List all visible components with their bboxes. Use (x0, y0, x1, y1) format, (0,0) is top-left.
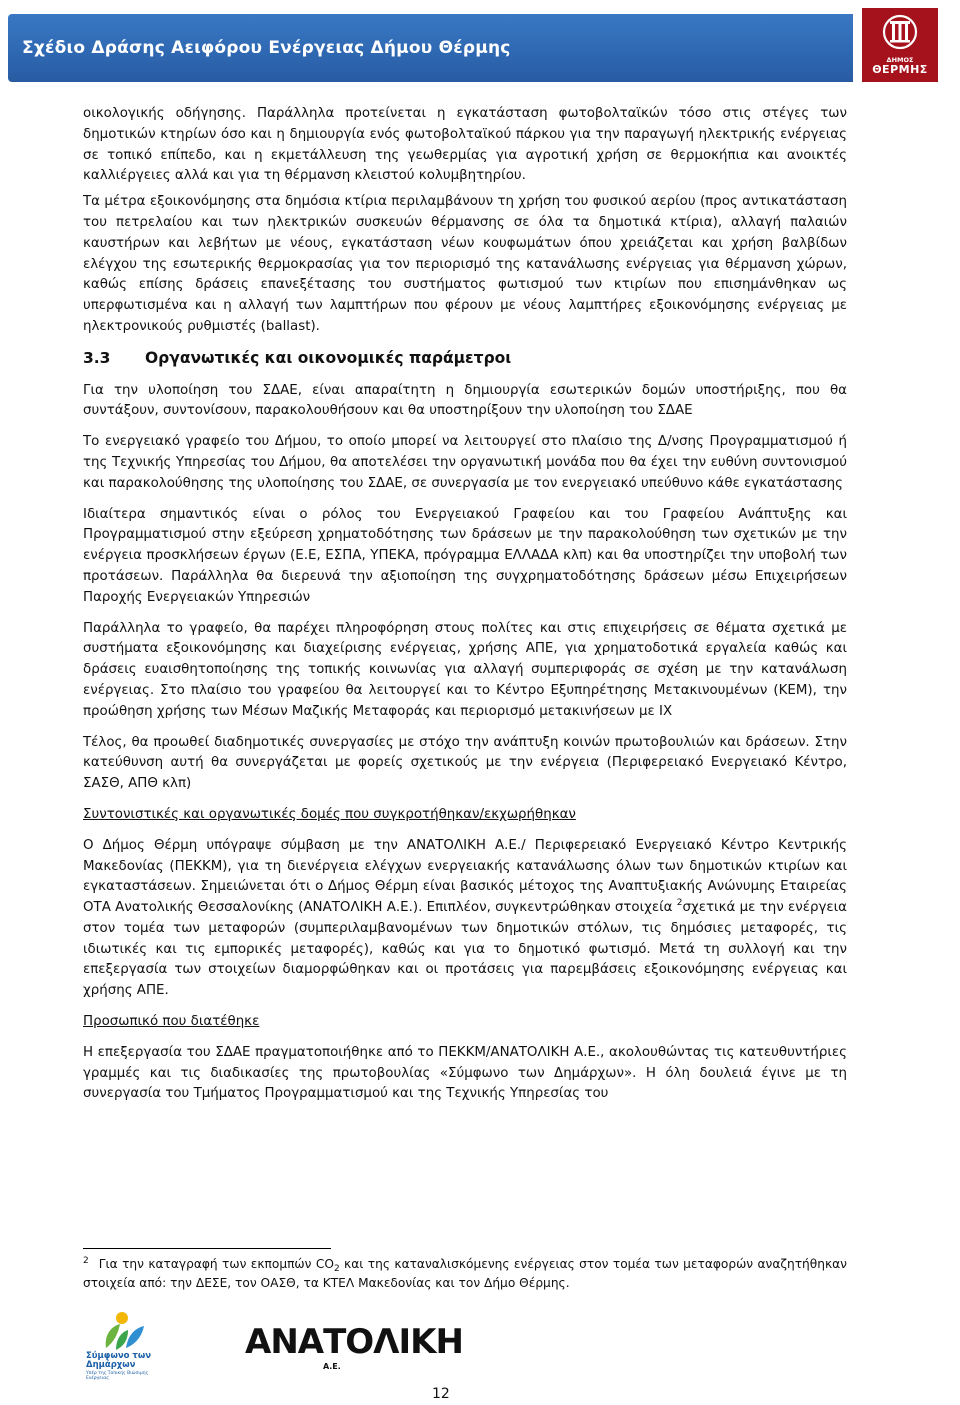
footnote-subscript: 2 (333, 1264, 340, 1274)
paragraph: Για την υλοποίηση του ΣΔΑΕ, είναι απαραίτητη η δημιουργία εσωτερικών δομών υποστήριξης, που θα συντάξουν, συντονίσουν, παρακολουθήσουν και θα υποστηρίξουν την υλοποίηση του ΣΔΑΕ (83, 382, 847, 419)
covenant-title: Σύμφωνο των Δημάρχων (86, 1351, 152, 1370)
covenant-subtitle: Υπέρ της Τοπικής Βιώσιμης Ενέργειας (86, 1371, 149, 1381)
paragraph: Το ενεργειακό γραφείο του Δήμου, το οποίο μπορεί να λειτουργεί στο πλαίσιο της Δ/νσης Προγραμματισμού ή της Τεχνικής Υπηρεσίας του Δήμου, θα αποτελέσει την οργανωτική μονάδα που θα έχει την ευθύνη συντονισμού και παρακολούθησης της υλοποίησης του ΣΔΑΕ, σε συνεργασία με τον ενεργειακό υπεύθυνο κάθε εγκατάστασης (83, 434, 847, 491)
anatoliki-ae: Α.Ε. (323, 1362, 341, 1371)
anatoliki-wordmark: ΑΝΑΤΟΛΙΚΗ (245, 1322, 463, 1362)
document-title: Σχέδιο Δράσης Αειφόρου Ενέργειας Δήμου Θέρμης (22, 38, 511, 58)
document-body (83, 104, 847, 1115)
section-title: Οργανωτικές και οικονομικές παράμετροι (145, 348, 512, 367)
paragraph: Ιδιαίτερα σημαντικός είναι ο ρόλος του Ενεργειακού Γραφείου και του Γραφείου Ανάπτυξης και Προγραμματισμού στην εξεύρεση χρηματοδότησης των δράσεων με την παρακολούθηση των σχετικών με την ενέργεια προσκλήσεων έργων (Ε.Ε, ΕΣΠΑ, ΥΠΕΚΑ, πρόγραμμα ΕΛΛΑΔΑ κλπ) και θα υποστηρίζει την υποβολή των προτάσεων. Παράλληλα θα διερευνά την αξιοποίηση της συγχρηματοδότησης δράσεων μέσω Επιχειρήσεων Παροχής Ενεργειακών Υπηρεσιών (83, 506, 847, 605)
footnote-reference[interactable]: 2 (676, 898, 683, 909)
footnote-text: και της καταναλισκόμενης ενέργειας στον τομέα των μεταφορών αναζητήθηκαν στοιχεία από: την ΔΕΣΕ, τον ΟΑΣΘ, τα ΚΤΕΛ Μακεδονίας και τον Δήμο Θέρμης. (83, 1257, 847, 1290)
header-bar (8, 14, 853, 82)
leaf-logo-icon (86, 1308, 158, 1352)
section-number: 3.3 (83, 348, 111, 367)
page-number: 12 (432, 1386, 450, 1402)
paragraph: Τέλος, θα προωθεί διαδημοτικές συνεργασίες με στόχο την ανάπτυξη κοινών πρωτοβουλιών και δράσεων. Στην κατεύθυνση αυτή θα συνεργάζεται με φορείς σχετικούς με την ενέργεια (Περιφερειακό Ενεργειακό Κέντρο, ΣΑΣΘ, ΑΠΘ κλπ) (83, 734, 847, 792)
municipality-logo (862, 8, 938, 82)
paragraph: Τα μέτρα εξοικονόμησης στα δημόσια κτίρια περιλαμβάνουν τη χρήση του φυσικού αερίου (προς αντικατάσταση του πετρελαίου και των ηλεκτρικών συσκευών θέρμανσης σε όλα τα δημοτικά κτίρια), αλλαγή παλαιών καυστήρων και λεβήτων με νέους, εγκατάσταση νέων κουφωμάτων όπου χρειάζεται και χρήση βαλβίδων ελέγχου της εσωτερικής θερμοκρασίας για τον περιορισμό της κατανάλωσης ενέργειας για θέρμανση χώρων, καθώς επίσης δράσεις επανεξέτασης του συστήματος φωτισμού των κτιρίων που επισημάνθηκαν ως υπερφωτισμένα και η αλλαγή των λαμπτήρων που φέρουν με νέους λαμπτήρες εξοικονόμησης ενέργειας με ηλεκτρονικούς ρυθμιστές (ballast). (83, 194, 847, 334)
section-heading (83, 348, 847, 369)
paragraph: οικολογικής οδήγησης. Παράλληλα προτείνεται η εγκατάσταση φωτοβολταϊκών τόσο στις στέγες των δημοτικών κτηρίων όσο και η δημιουργία ενός φωτοβολταϊκού πάρκου για την παραγωγή ηλεκτρικής ενέργειας σε τοπικό επίπεδο, και η εκμετάλλευση της γεωθερμίας για αγροτική χρήση σε θερμοκήπια και ανοικτές καλλιέργειες αλλά και για τη θέρμανση κλειστού κολυμβητηρίου. (83, 106, 847, 184)
logo-text-main: ΘΕΡΜΗΣ (872, 63, 928, 76)
footnote-text: Για την καταγραφή των εκπομπών CO (98, 1257, 334, 1271)
paragraph: Η επεξεργασία του ΣΔΑΕ πραγματοποιήθηκε από το ΠΕΚΚΜ/ΑΝΑΤΟΛΙΚΗ Α.Ε., ακολουθώντας τις κατευθυντήριες γραμμές και τις διαδικασίες της πρωτοβουλίας «Σύμφωνο των Δημάρχων». Η όλη δουλειά έγινε με τη συνεργασία του Τμήματος Προγραμματισμού και της Τεχνικής Υπηρεσίας του (83, 1044, 847, 1102)
paragraph-text: Ο Δήμος Θέρμη υπόγραψε σύμβαση με την ΑΝΑΤΟΛΙΚΗ Α.Ε./ Περιφερειακό Ενεργειακό Κέντρο Κεντρικής Μακεδονίας (ΠΕΚΚΜ), για τη διενέργεια ελέγχων ενεργειακής κατανάλωσης όλων των δημοτικών κτιρίων και εγκαταστάσεων. Σημειώνεται ότι ο Δήμος Θέρμη είναι βασικός μέτοχος της Αναπτυξιακής Ανώνυμης Εταιρείας ΟΤΑ Ανατολικής Θεσσαλονίκης (ΑΝΑΤΟΛΙΚΗ Α.Ε.). Επιπλέον, συγκεντρώθηκαν στοιχεία (83, 837, 847, 916)
footnote-mark: 2 (83, 1256, 89, 1266)
logo-text-top: ΔΗΜΟΣ (886, 56, 914, 64)
footnote (83, 1255, 847, 1293)
paragraph: Παράλληλα το γραφείο, θα παρέχει πληροφόρηση στους πολίτες και στις επιχειρήσεις σε θέματα σχετικά με συστήματα εξοικονόμησης και διαχείρισης ενέργειας, χρήσης ΑΠΕ, για χρηματοδοτικά εργαλεία καθώς και δράσεις ευαισθητοποίησης της τοπικής κοινωνίας για αλλαγή συμπεριφοράς σε σχέση με την κατανάλωση ενέργειας. Στο πλαίσιο του γραφείου θα λειτουργεί και το Κέντρο Εξυπηρέτησης Μετακινουμένων (ΚΕΜ), την προώθηση χρήσης των Μέσων Μαζικής Μεταφοράς και περιορισμό μετακινήσεων με ΙΧ (83, 620, 847, 719)
temple-logo-icon (882, 14, 918, 54)
subheading-personnel: Προσωπικό που διατέθηκε (83, 1014, 260, 1030)
subheading-structures: Συντονιστικές και οργανωτικές δομές που συγκροτήθηκαν/εκχωρήθηκαν (83, 806, 576, 822)
paragraph-text: σχετικά με την ενέργεια στον τομέα των μεταφορών (συμπεριλαμβανομένων των δημοτικών στόλων, τις δημόσιες μεταφορές, τις ιδιωτικές και τις εμπορικές μεταφορές), καθώς και για το δημοτικό φωτισμό. Μετά τη συλλογή και την επεξεργασία των στοιχείων διαμορφώθηκαν και οι προτάσεις για παρεμβάσεις εξοικονόμησης ενέργειας και χρήσης ΑΠΕ. (83, 900, 847, 999)
footnote-divider (83, 1248, 331, 1249)
covenant-of-mayors-logo (86, 1308, 158, 1380)
paragraph-with-footnote (83, 836, 847, 1002)
anatoliki-logo (245, 1322, 463, 1376)
